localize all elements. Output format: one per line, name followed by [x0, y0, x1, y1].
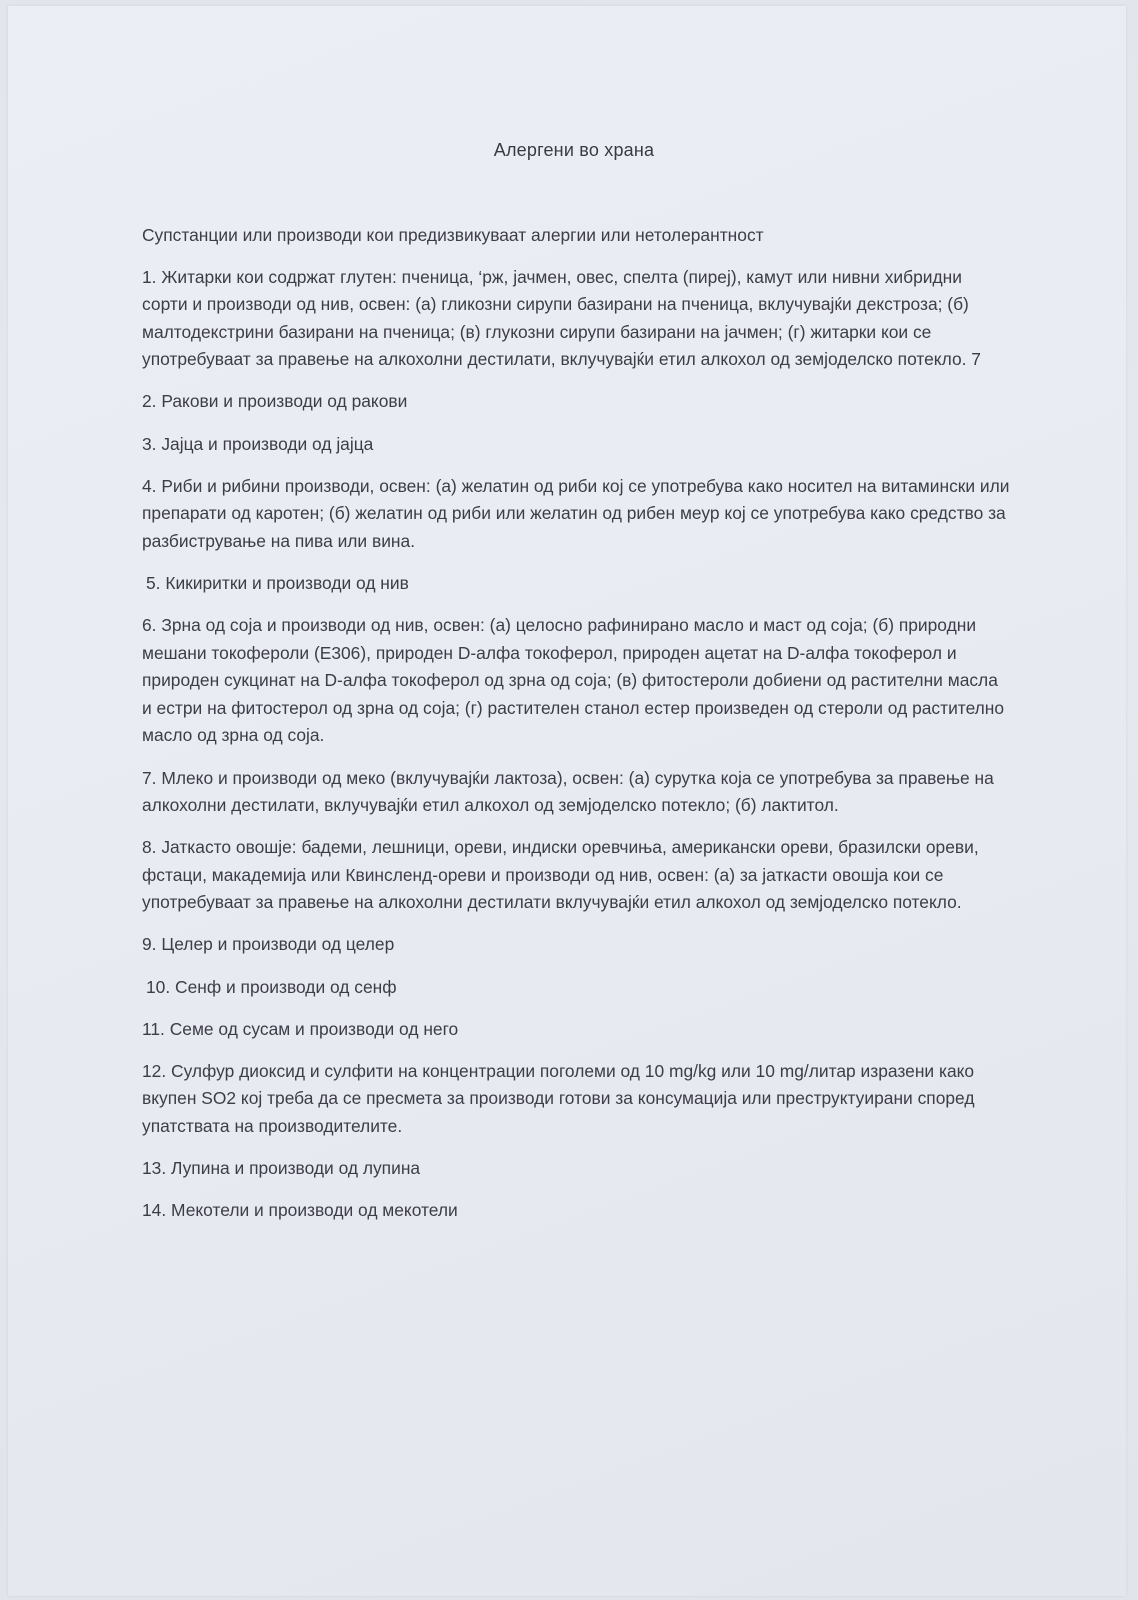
document-subtitle: Супстанции или производи кои предизвикуваат алергии или нетолерантност: [142, 225, 764, 245]
document-body: [142, 222, 1012, 1239]
allergen-item-5: 5. Кикиритки и производи од нив: [146, 572, 409, 593]
allergen-item-8: 8. Јаткасто овошје: бадеми, лешници, ореви, индиски оревчиња, американски ореви, бразилски ореви, фстаци, макадемија или Квинсленд-ореви и производи од нив, освен: (а) за јаткасти овошја кои се употребуваат за правење на алкохолни дестилати вклучувајќи етил алкохол од земјоделско потекло.: [142, 837, 979, 913]
allergen-item-6: 6. Зрна од соја и производи од нив, освен: (а) целосно рафинирано масло и маст од соја; (б) природни мешани токофероли (Е306), природен D-алфа токоферол, природен ацетат на D-алфа токоферол и природен сукцинат на D-алфа токоферол од зрна од соја; (в) фитостероли добиени од растителни масла и естри на фитостерол од зрна од соја; (г) растителен станол естер произведен од стероли од растително масло од зрна од соја.: [142, 615, 1005, 746]
allergen-item-1: 1. Житарки кои содржат глутен: пченица, ‘рж, јачмен, овес, спелта (пиреј), камут или нивни хибридни сорти и производи од нив, освен: (а) гликозни сирупи базирани на пченица, вклучувајќи декстроза; (б) малтодекстрини базирани на пченица; (в) глукозни сирупи базирани на јачмен; (г) житарки кои се употребуваат за правење на алкохолни дестилати, вклучувајќи етил алкохол од земјоделско потекло. 7: [142, 266, 981, 370]
allergen-item-14: 14. Мекотели и производи од мекотели: [142, 1200, 458, 1221]
allergen-item-13: 13. Лупина и производи од лупина: [142, 1158, 421, 1179]
allergen-item-7: 7. Млеко и производи од меко (вклучувајќи лактоза), освен: (а) сурутка која се употребува за правење на алкохолни дестилати, вклучувајќи етил алкохол од земјоделско потекло; (б) лактитол.: [142, 767, 994, 816]
allergen-item-9: 9. Целер и производи од целер: [142, 934, 395, 955]
allergen-item-11: 11. Семе од сусам и производи од него: [142, 1018, 459, 1039]
allergen-item-2: 2. Ракови и производи од ракови: [142, 391, 408, 412]
allergen-item-4: 4. Риби и рибини производи, освен: (а) желатин од риби кој се употребува како носител на витамински или препарати од каротен; (б) желатин од риби или желатин од рибен меур кој се употребува како средство за разбистрување на пива или вина.: [142, 475, 1010, 551]
allergen-item-12: 12. Сулфур диоксид и сулфити на концентрации поголеми од 10 mg/kg или 10 mg/литар изразени како вкупен SO2 кој треба да се пресмета за производи готови за консумација или преструктуирани според упатствата на производителите.: [142, 1060, 975, 1136]
allergen-item-3: 3. Јајца и производи од јајца: [142, 433, 374, 454]
allergen-item-10: 10. Сенф и производи од сенф: [146, 976, 397, 997]
document-title: Алергени во храна: [493, 140, 655, 160]
